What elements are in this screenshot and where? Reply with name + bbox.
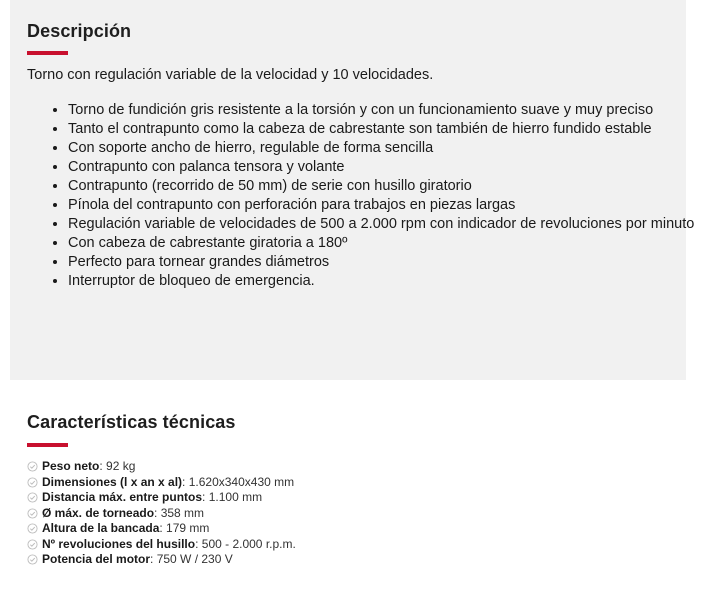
check-icon xyxy=(27,539,38,550)
spec-row-max-distance: Distancia máx. entre puntos : 1.100 mm xyxy=(27,490,296,506)
feature-item: • Regulación variable de velocidades de 500 a 2.000 rpm con indicador de revoluciones por minuto xyxy=(68,215,709,234)
check-icon xyxy=(27,477,38,488)
spec-value: 179 mm xyxy=(166,521,210,535)
specs-title-underline xyxy=(27,443,68,447)
feature-item: • Contrapunto con palanca tensora y volante xyxy=(68,158,709,177)
description-title: Descripción xyxy=(27,21,132,41)
spec-label: Nº revoluciones del husillo xyxy=(42,536,196,551)
spec-label: Ø máx. de torneado xyxy=(42,505,155,520)
check-icon xyxy=(27,523,38,534)
feature-list xyxy=(27,101,709,291)
spec-value: 358 mm xyxy=(160,505,205,520)
spec-value: 1.100 mm xyxy=(208,490,263,504)
feature-item: • Tanto el contrapunto como la cabeza de cabrestante son también de hierro fundido estable xyxy=(68,120,709,139)
spec-row-max-turning-diameter: Ø máx. de torneado : 358 mm xyxy=(27,506,296,522)
feature-item: • Con soporte ancho de hierro, regulable de forma sencilla xyxy=(68,139,709,158)
specs-title: Características técnicas xyxy=(27,412,236,432)
spec-label: Peso neto xyxy=(42,459,100,473)
feature-item: • Perfecto para tornear grandes diámetros xyxy=(68,253,709,272)
spec-row-bed-height: Altura de la bancada : 179 mm xyxy=(27,521,296,537)
spec-label: Altura de la bancada xyxy=(42,521,160,535)
spec-label: Distancia máx. entre puntos xyxy=(42,490,203,504)
feature-item: • Contrapunto (recorrido de 50 mm) de serie con husillo giratorio xyxy=(68,177,709,196)
spec-value: 1.620x340x430 mm xyxy=(188,474,295,489)
spec-row-motor-power: Potencia del motor : 750 W / 230 V xyxy=(27,552,296,568)
feature-item: • Interruptor de bloqueo de emergencia. xyxy=(68,272,709,291)
feature-item: • Pínola del contrapunto con perforación para trabajos en piezas largas xyxy=(68,196,709,215)
spec-label: Dimensiones (l x an x al) xyxy=(42,474,183,489)
check-icon xyxy=(27,492,38,503)
description-title-underline xyxy=(27,51,68,55)
spec-row-spindle-speed: Nº revoluciones del husillo : 500 - 2.000 r.p.m. xyxy=(27,537,296,553)
spec-value: 750 W / 230 V xyxy=(156,552,233,566)
feature-item: • Con cabeza de cabrestante giratoria a 180º xyxy=(68,234,709,253)
spec-value: 92 kg xyxy=(106,459,136,473)
spec-value: 500 - 2.000 r.p.m. xyxy=(201,536,296,551)
spec-row-dimensions: Dimensiones (l x an x al) : 1.620x340x430 mm xyxy=(27,475,296,491)
feature-item: • Torno de fundición gris resistente a la torsión y con un funcionamiento suave y muy preciso xyxy=(68,101,709,120)
check-icon xyxy=(27,461,38,472)
spec-row-net-weight: Peso neto : 92 kg xyxy=(27,459,296,475)
spec-label: Potencia del motor xyxy=(42,552,151,566)
description-intro: Torno con regulación variable de la velocidad y 10 velocidades. xyxy=(27,67,434,83)
check-icon xyxy=(27,554,38,565)
check-icon xyxy=(27,508,38,519)
specs-list xyxy=(27,459,296,568)
